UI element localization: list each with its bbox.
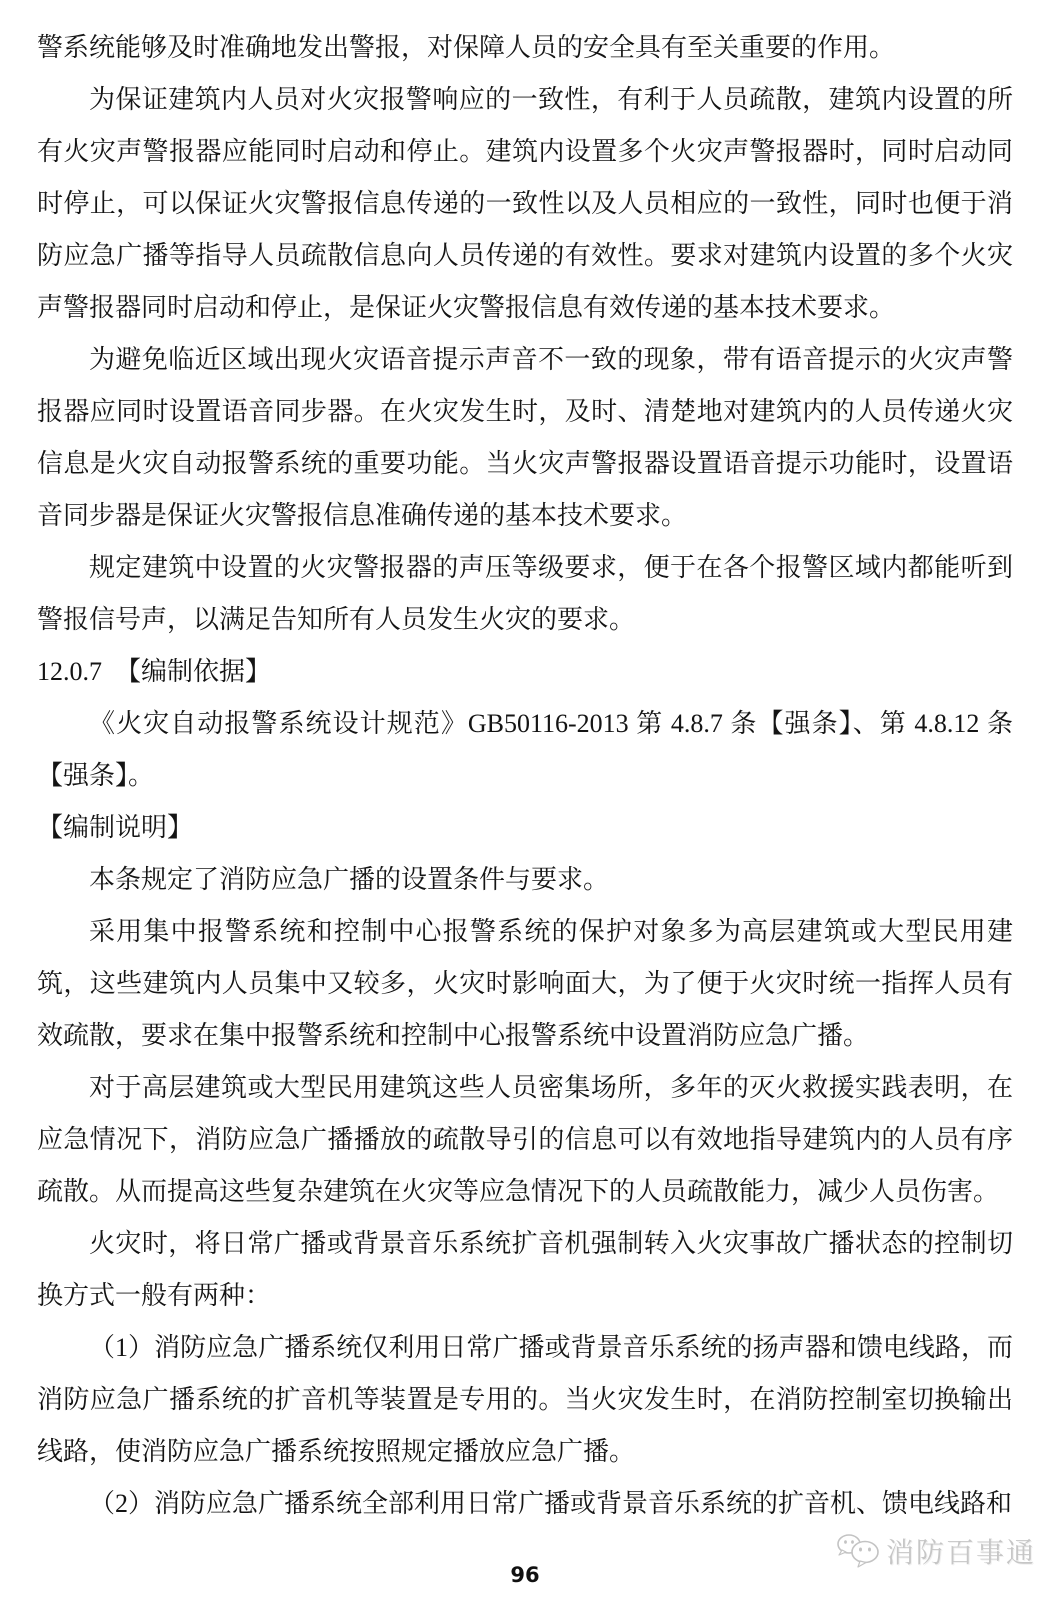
paragraph-list-item-1: （1）消防应急广播系统仅利用日常广播或背景音乐系统的扬声器和馈电线路，而消防应急广播系统的扩音机等装置是专用的。当火灾发生时，在消防控制室切换输出线路，使消防应急广播系统按照规定播放应急广播。 bbox=[37, 1333, 1013, 1466]
paragraph-list-item-2: （2）消防应急广播系统全部利用日常广播或背景音乐系统的扩音机、馈电线路和 bbox=[89, 1489, 1013, 1518]
paragraph: 对于高层建筑或大型民用建筑这些人员密集场所，多年的灭火救援实践表明，在应急情况下，消防应急广播播放的疏散导引的信息可以有效地指导建筑内的人员有序疏散。从而提高这些复杂建筑在火灾等应急情况下的人员疏散能力，减少人员伤害。 bbox=[37, 1073, 1013, 1206]
watermark-text: 消防百事通 bbox=[886, 1538, 1037, 1569]
paragraph-continued: 警系统能够及时准确地发出警报，对保障人员的安全具有至关重要的作用。 bbox=[37, 33, 896, 62]
paragraph: 《火灾自动报警系统设计规范》GB50116-2013 第 4.8.7 条【强条】、第 4.8.12 条【强条】。 bbox=[37, 709, 1013, 790]
paragraph: 采用集中报警系统和控制中心报警系统的保护对象多为高层建筑或大型民用建筑，这些建筑内人员集中又较多，火灾时影响面大，为了便于火灾时统一指挥人员有效疏散，要求在集中报警系统和控制中心报警系统中设置消防应急广播。 bbox=[37, 917, 1013, 1050]
paragraph: 火灾时，将日常广播或背景音乐系统扩音机强制转入火灾事故广播状态的控制切换方式一般有两种： bbox=[37, 1229, 1013, 1310]
page-number: 96 bbox=[510, 1563, 540, 1587]
paragraph: 规定建筑中设置的火灾警报器的声压等级要求，便于在各个报警区域内都能听到警报信号声，以满足告知所有人员发生火灾的要求。 bbox=[37, 553, 1013, 634]
document-body bbox=[37, 22, 1013, 1530]
section-heading-notes: 【编制说明】 bbox=[37, 813, 194, 842]
paragraph: 为避免临近区域出现火灾语音提示声音不一致的现象，带有语音提示的火灾声警报器应同时设置语音同步器。在火灾发生时，及时、清楚地对建筑内的人员传递火灾信息是火灾自动报警系统的重要功能。当火灾声警报器设置语音提示功能时，设置语音同步器是保证火灾警报信息准确传递的基本技术要求。 bbox=[37, 345, 1013, 530]
paragraph: 为保证建筑内人员对火灾报警响应的一致性，有利于人员疏散，建筑内设置的所有火灾声警报器应能同时启动和停止。建筑内设置多个火灾声警报器时，同时启动同时停止，可以保证火灾警报信息传递的一致性以及人员相应的一致性，同时也便于消防应急广播等指导人员疏散信息向人员传递的有效性。要求对建筑内设置的多个火灾声警报器同时启动和停止，是保证火灾警报信息有效传递的基本技术要求。 bbox=[37, 85, 1013, 322]
section-heading-basis: 12.0.7 【编制依据】 bbox=[37, 657, 272, 686]
paragraph: 本条规定了消防应急广播的设置条件与要求。 bbox=[89, 865, 610, 894]
